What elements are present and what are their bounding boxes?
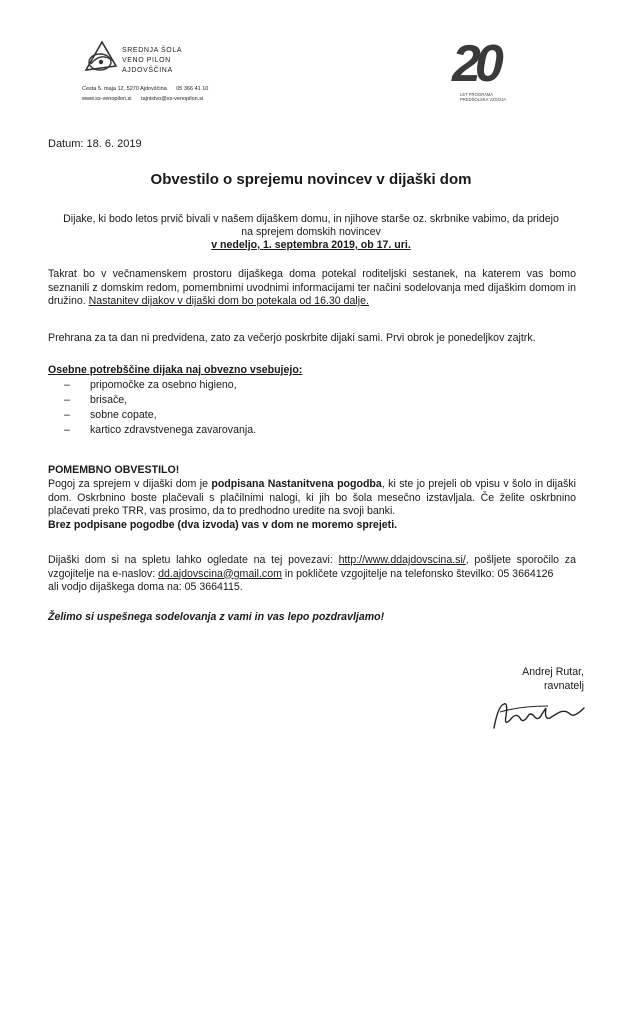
closing-line: Želimo si uspešnega sodelovanja z vami in vas lepo pozdravljamo! [48, 611, 385, 623]
intro-date-time: v nedeljo, 1. septembra 2019, ob 17. uri. [211, 239, 411, 251]
document-date: Datum: 18. 6. 2019 [48, 138, 142, 150]
anniversary-number: 20 [452, 35, 498, 93]
list-item: – brisače, [64, 393, 256, 408]
school-name: SREDNJA ŠOLA VENO PILON AJDOVŠČINA [122, 47, 183, 74]
personal-items-heading: Osebne potrebščine dijaka naj obvezno vsebujejo: [48, 364, 303, 376]
meeting-paragraph: Takrat bo v večnamenskem prostoru dijaškega doma potekal roditeljski sestanek, na katerem vas bomo seznanili z domskim redom, pomembnimi uvodnimi informacijami ter načini sodelovanja med dijaškim domom in družino. Nastanitev dijakov v dijaški dom bo potekala od 16.30 dalje. [48, 268, 576, 307]
notice-bold-line: Brez podpisane pogodbe (dva izvoda) vas v dom ne moremo sprejeti. [48, 518, 398, 531]
signer-role: ravnatelj [543, 679, 584, 692]
signature-block [522, 666, 584, 693]
list-item: – kartico zdravstvenega zavarovanja. [64, 423, 256, 438]
school-contact [82, 84, 216, 104]
anniversary-caption: LET PROGRAMA PREDŠOLSKA VZGOJA [460, 92, 507, 102]
email-link[interactable]: dd.ajdovscina@gmail.com [158, 567, 282, 580]
list-item: – sobne copate, [64, 408, 256, 423]
document-title: Obvestilo o sprejemu novincev v dijaški dom [150, 171, 472, 188]
signer-name: Andrej Rutar, [522, 666, 584, 678]
check-in-time: Nastanitev dijakov v dijaški dom bo potekala od 16.30 dalje. [88, 295, 369, 307]
handwritten-signature-icon [490, 698, 590, 732]
contact-paragraph: Dijaški dom si na spletu lahko ogledate na tej povezavi: http://www.ddajdovscina.si/, pošljete sporočilo za vzgojitelje na e-naslov: dd.ajdovscina@gmail.com in pokličete vzgojitelje na telefonsko številko: 05 3664126 ali vodjo dijaškega doma na: 05 3664115. [48, 554, 576, 593]
notice-paragraph: Pogoj za sprejem v dijaški dom je podpisana Nastanitvena pogodba, ki ste jo prejeli ob vpisu v šolo in dijaški dom. Oskrbnino boste plačevali s plačilnimi nalogi, ki jih bo šola mesečno izstavljala. Če želite oskrbnino plačevati preko TRR, vas prosimo, da to predhodno uredite na svoji banki. Brez podpisane pogodbe (dva izvoda) vas v dom ne moremo sprejeti. [48, 478, 576, 531]
personal-items-list [64, 378, 256, 438]
school-website: www.ss-venopilon.si [82, 96, 132, 102]
website-link[interactable]: http://www.ddajdovscina.si/ [338, 554, 466, 566]
school-phone: 05 366 41 10 [176, 86, 209, 92]
contract-requirement: podpisana Nastanitvena pogodba [211, 478, 382, 490]
school-email: tajnistvo@ss-venopilon.si [141, 96, 204, 102]
school-address: Cesta 5. maja 12, 5270 Ajdovščina [82, 86, 167, 92]
intro-line-2: na sprejem domskih novincev [241, 226, 381, 238]
intro-line-1: Dijake, ki bodo letos prvič bivali v našem dijaškem domu, in njihove starše oz. skrbnike vabimo, da pridejo [63, 213, 559, 225]
notice-heading: POMEMBNO OBVESTILO! [48, 464, 180, 476]
food-paragraph: Prehrana za ta dan ni predvidena, zato za večerjo poskrbite dijaki sami. Prvi obrok je ponedeljkov zajtrk. [48, 332, 536, 344]
list-item: – pripomočke za osebno higieno, [64, 378, 256, 393]
school-logo-icon [82, 38, 120, 78]
anniversary-badge [448, 35, 528, 104]
